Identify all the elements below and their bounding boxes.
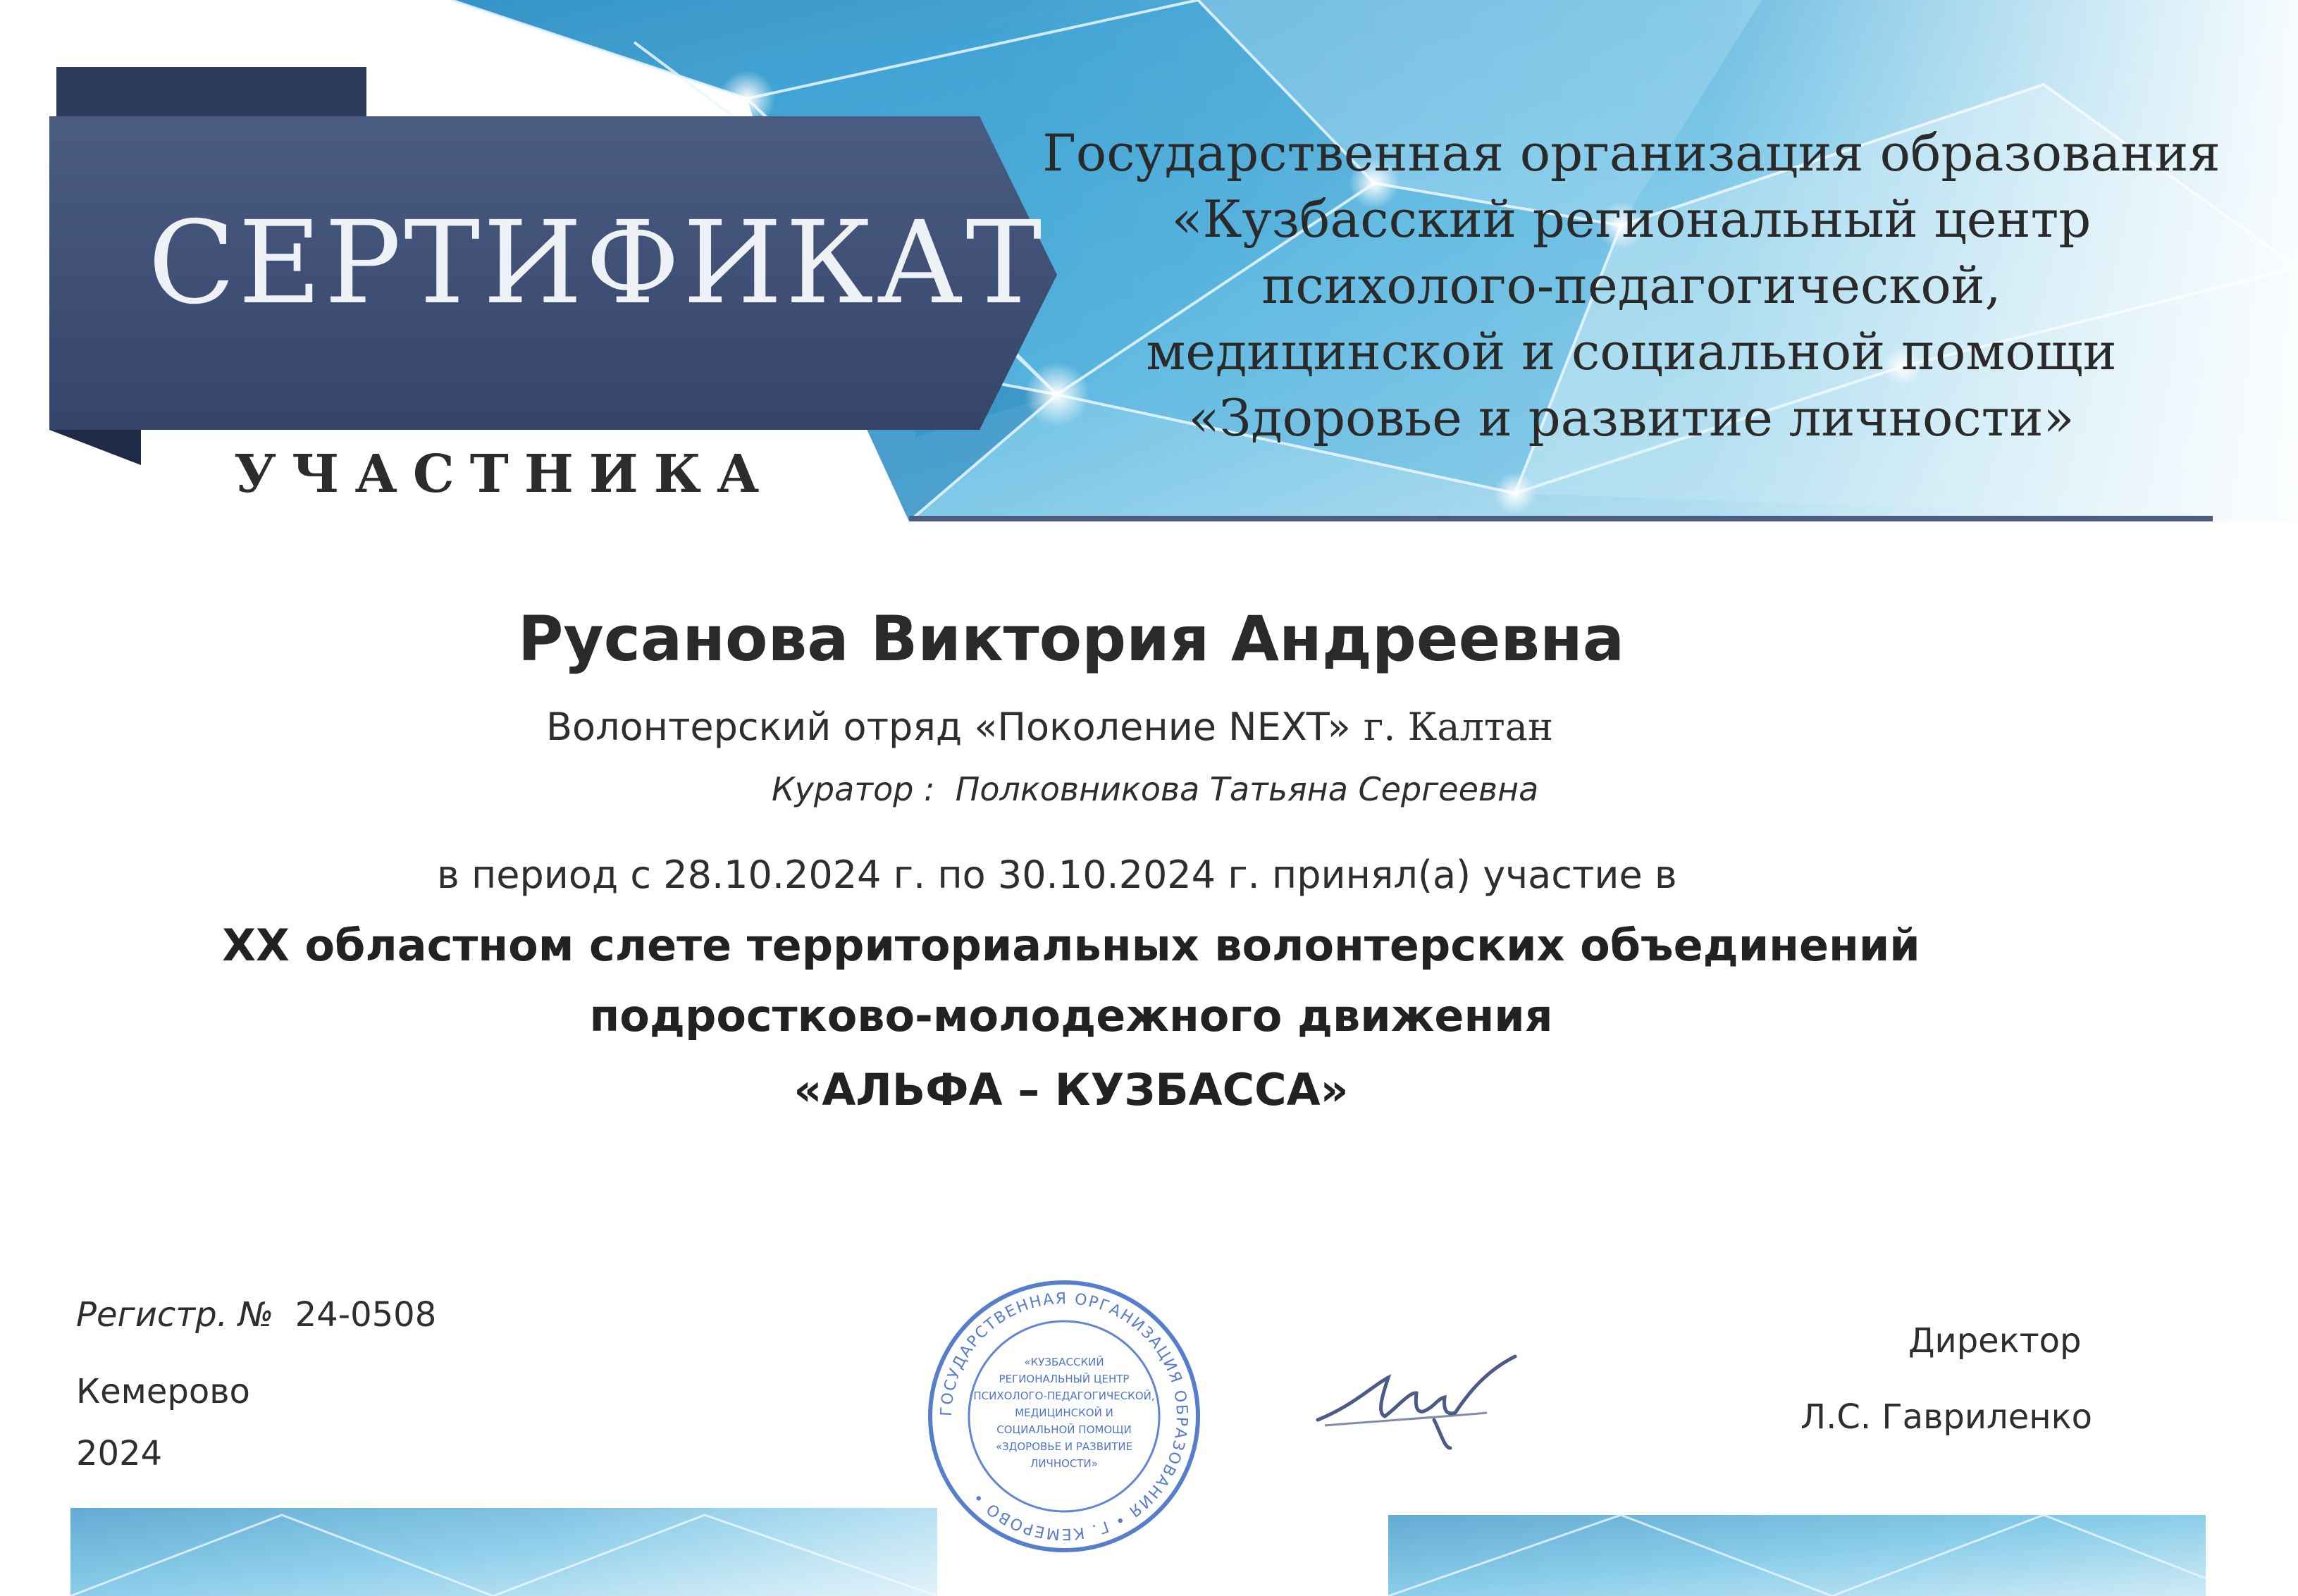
organization-line: медицинской и социальной помощи [1146, 322, 2117, 381]
stamp-text: МЕДИЦИНСКОЙ И [1015, 1406, 1113, 1419]
participation-period: в период с 28.10.2024 г. по 30.10.2024 г. принял(а) участие в [437, 853, 1677, 897]
stamp-text: ПСИХОЛОГО-ПЕДАГОГИЧЕСКОЙ, [973, 1390, 1155, 1402]
organization-line: психолого-педагогической, [1261, 256, 2001, 315]
registration-label: Регистр. № [76, 1295, 274, 1335]
recipient-city: г. Калтан [1364, 705, 1553, 749]
stamp-text: ЛИЧНОСТИ» [1030, 1457, 1098, 1470]
registration-value: 24-0508 [295, 1295, 437, 1335]
event-line: подростково-молодежного движения [589, 990, 1553, 1041]
event-title: «АЛЬФА – КУЗБАССА» [793, 1064, 1349, 1115]
volunteer-team: Волонтерский отряд «Поколение NEXT» [546, 705, 1351, 749]
stamp-text: СОЦИАЛЬНОЙ ПОМОЩИ [996, 1423, 1132, 1436]
organization-line: «Кузбасский региональный центр [1171, 190, 2092, 249]
signer-title: Директор [1908, 1321, 2082, 1361]
registration-number [76, 1295, 436, 1335]
stamp-ring-text: ГОСУДАРСТВЕННАЯ ОРГАНИЗАЦИЯ ОБРАЗОВАНИЯ • Г. КЕМЕРОВО • [937, 1289, 1191, 1543]
director-signature [1311, 1342, 1536, 1455]
signer-name: Л.С. Гавриленко [1800, 1397, 2092, 1437]
organization-name [1036, 120, 2227, 451]
recipient-name: Русанова Виктория Андреевна [517, 602, 1625, 675]
certificate-title: СЕРТИФИКАТ [148, 197, 1045, 330]
certificate-subtitle: УЧАСТНИКА [234, 444, 775, 505]
issue-year: 2024 [76, 1434, 163, 1473]
stamp-text: «КУЗБАССКИЙ [1024, 1356, 1104, 1368]
curator-name: Полковникова Татьяна Сергеевна [955, 770, 1539, 808]
stamp-text: «ЗДОРОВЬЕ И РАЗВИТИЕ [995, 1440, 1133, 1453]
curator-line [772, 770, 1538, 808]
curator-label: Куратор : [772, 770, 935, 808]
organization-line: Государственная организация образования [1042, 123, 2220, 183]
stamp-text: РЕГИОНАЛЬНЫЙ ЦЕНТР [999, 1373, 1130, 1385]
organization-line: «Здоровье и развитие личности» [1188, 388, 2075, 447]
event-line: XX областном слете территориальных волонтерских объединений [222, 920, 1920, 971]
issue-place: Кемерово [76, 1372, 250, 1411]
official-stamp [923, 1275, 1205, 1557]
